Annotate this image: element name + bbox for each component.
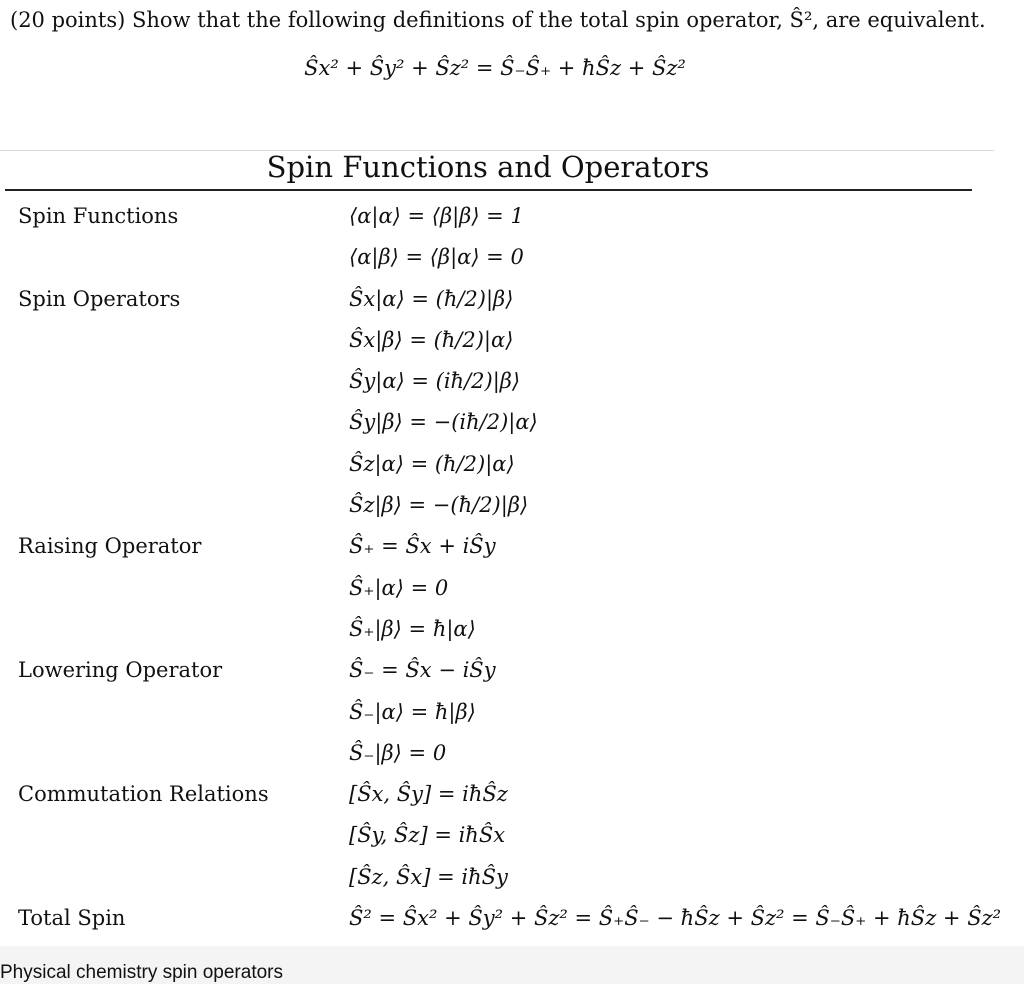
table-row — [0, 611, 1000, 652]
table-row — [0, 363, 1000, 404]
row-equation: [Ŝy, Ŝz] = iħŜx — [349, 823, 506, 848]
row-equation: Ŝ₋|α⟩ = ħ|β⟩ — [349, 699, 476, 724]
table-row — [0, 735, 1000, 776]
table-row — [0, 487, 1000, 528]
row-equation: Ŝ₊ = Ŝx + iŜy — [349, 534, 496, 559]
table-row — [0, 239, 1000, 280]
table-row — [0, 694, 1000, 735]
row-label: Spin Operators — [18, 286, 181, 311]
row-label: Total Spin — [18, 906, 126, 931]
row-equation: Ŝ² = Ŝx² + Ŝy² + Ŝz² = Ŝ₊Ŝ₋ − ħŜz + Ŝz² = Ŝ₋Ŝ₊ + ħŜz + Ŝz² — [349, 906, 1002, 931]
problem-statement: (20 points) Show that the following definitions of the total spin operator, Ŝ², are equivalent. — [10, 8, 986, 32]
row-equation: ⟨α|β⟩ = ⟨β|α⟩ = 0 — [349, 245, 524, 270]
row-label: Lowering Operator — [18, 658, 223, 683]
row-equation: Ŝ₋ = Ŝx − iŜy — [349, 658, 496, 683]
row-equation: ⟨α|α⟩ = ⟨β|β⟩ = 1 — [349, 204, 524, 228]
equivalence-equation: Ŝx² + Ŝy² + Ŝz² = Ŝ₋Ŝ₊ + ħŜz + Ŝz² — [304, 56, 686, 80]
table-row — [0, 446, 1000, 487]
row-equation: Ŝx|β⟩ = (ħ/2)|α⟩ — [349, 327, 514, 352]
row-equation: Ŝ₋|β⟩ = 0 — [349, 740, 447, 765]
table-row — [0, 817, 1000, 858]
spin-table — [0, 198, 1000, 941]
table-row — [0, 776, 1000, 817]
table-row — [0, 528, 1000, 569]
table-row — [0, 900, 1000, 941]
row-equation: [Ŝz, Ŝx] = iħŜy — [349, 864, 508, 889]
table-title: Spin Functions and Operators — [266, 150, 710, 184]
row-label: Commutation Relations — [18, 782, 269, 807]
table-row — [0, 859, 1000, 900]
row-equation: Ŝz|α⟩ = (ħ/2)|α⟩ — [349, 451, 515, 476]
row-label: Spin Functions — [18, 204, 179, 228]
image-caption: Physical chemistry spin operators — [0, 962, 283, 983]
table-row — [0, 198, 1000, 239]
row-label: Raising Operator — [18, 534, 202, 559]
row-equation: Ŝy|β⟩ = −(iħ/2)|α⟩ — [349, 410, 538, 435]
row-equation: Ŝ₊|β⟩ = ħ|α⟩ — [349, 616, 476, 641]
row-equation: Ŝz|β⟩ = −(ħ/2)|β⟩ — [349, 493, 529, 518]
row-equation: [Ŝx, Ŝy] = iħŜz — [349, 782, 508, 807]
table-row — [0, 281, 1000, 322]
row-equation: Ŝx|α⟩ = (ħ/2)|β⟩ — [349, 286, 514, 311]
table-header-rule — [5, 189, 972, 191]
row-equation: Ŝy|α⟩ = (iħ/2)|β⟩ — [349, 369, 521, 394]
table-row — [0, 652, 1000, 693]
table-row — [0, 322, 1000, 363]
table-row — [0, 404, 1000, 445]
table-row — [0, 570, 1000, 611]
row-equation: Ŝ₊|α⟩ = 0 — [349, 575, 449, 600]
